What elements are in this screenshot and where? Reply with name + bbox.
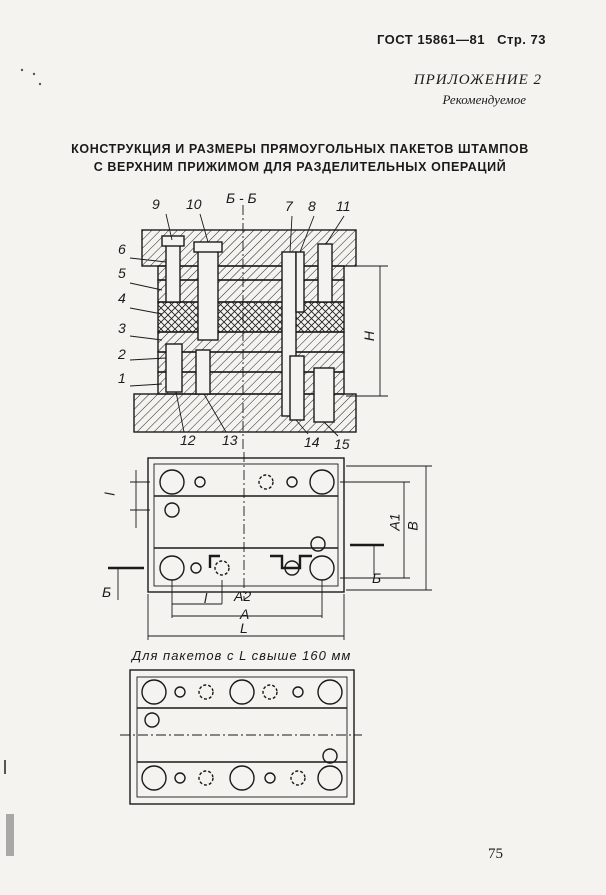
appendix-status: Рекомендуемое bbox=[442, 92, 526, 107]
screw-12 bbox=[166, 344, 182, 392]
dim-A-label: A bbox=[240, 606, 250, 622]
plan-view bbox=[108, 452, 432, 640]
callout-8: 8 bbox=[308, 198, 316, 214]
standard-code: ГОСТ 15861—81 bbox=[376, 32, 485, 47]
pin-13 bbox=[196, 350, 210, 394]
layer-6 bbox=[158, 266, 344, 280]
callout-1: 1 bbox=[118, 370, 126, 386]
large-plan-view bbox=[120, 670, 362, 804]
callout-2: 2 bbox=[118, 346, 126, 362]
callout-11: 11 bbox=[336, 198, 351, 214]
callout-14: 14 bbox=[304, 434, 320, 450]
dim-l-left-label: l bbox=[101, 492, 118, 496]
bolt-10 bbox=[198, 246, 218, 340]
pin-8 bbox=[296, 252, 304, 312]
margin-marks bbox=[4, 69, 41, 856]
callout-6: 6 bbox=[118, 241, 126, 257]
pin-14 bbox=[290, 356, 304, 420]
dim-B-label: B bbox=[404, 521, 421, 531]
document-title-line1: КОНСТРУКЦИЯ И РАЗМЕРЫ ПРЯМОУГОЛЬНЫХ ПАКЕТОВ ШТАМПОВ bbox=[71, 142, 529, 156]
cut-mark-right: Б bbox=[372, 570, 382, 586]
document-title-line2: С ВЕРХНИМ ПРИЖИМОМ ДЛЯ РАЗДЕЛИТЕЛЬНЫХ ОПЕРАЦИЙ bbox=[93, 160, 507, 174]
cut-mark-left: Б bbox=[102, 584, 112, 600]
appendix-title: ПРИЛОЖЕНИЕ 2 bbox=[413, 72, 542, 88]
layer-3 bbox=[158, 332, 344, 352]
callout-13: 13 bbox=[222, 432, 238, 448]
page-label: Стр. 73 bbox=[497, 32, 546, 47]
dim-l-bottom-label: l bbox=[204, 590, 208, 606]
callout-9: 9 bbox=[152, 196, 160, 212]
section-label: Б - Б bbox=[226, 190, 257, 206]
screw-9 bbox=[166, 240, 180, 302]
callout-3: 3 bbox=[118, 320, 126, 336]
dim-L-label: L bbox=[240, 620, 248, 636]
note-large-packages: Для пакетов с L свыше 160 мм bbox=[132, 648, 352, 663]
callout-5: 5 bbox=[118, 265, 126, 281]
dim-H-label: H bbox=[361, 330, 378, 342]
section-view bbox=[130, 205, 388, 452]
callout-4: 4 bbox=[118, 290, 126, 306]
callout-7: 7 bbox=[285, 198, 293, 214]
pin-11 bbox=[318, 244, 332, 302]
callout-12: 12 bbox=[180, 432, 196, 448]
layer-4 bbox=[158, 302, 344, 332]
page-number: 75 bbox=[488, 846, 503, 862]
layer-5 bbox=[158, 280, 344, 302]
callout-10: 10 bbox=[186, 196, 202, 212]
dim-A2-label: A2 bbox=[234, 588, 252, 604]
callout-15: 15 bbox=[334, 436, 350, 452]
dim-A1-label: A1 bbox=[386, 513, 403, 531]
screw-15 bbox=[314, 368, 334, 422]
